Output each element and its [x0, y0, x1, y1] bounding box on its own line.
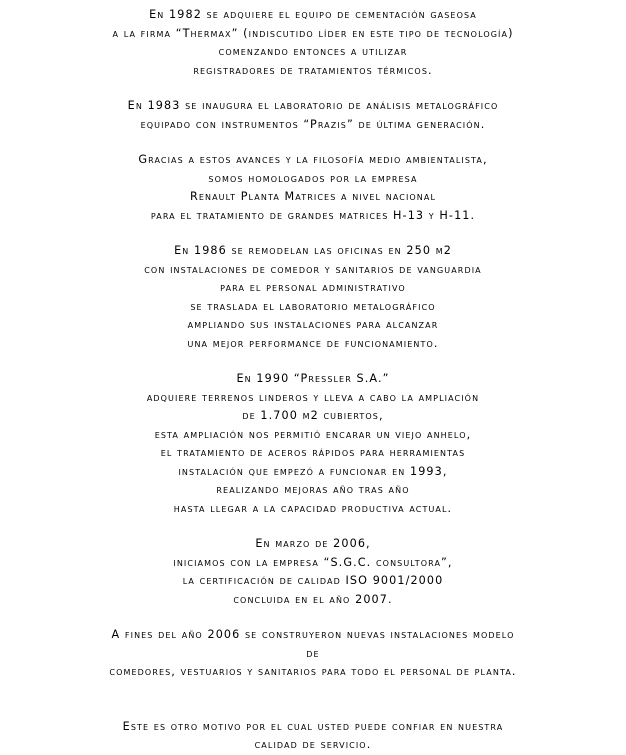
text-line: ampliando sus instalaciones para alcanzar [187, 318, 439, 331]
text-line: hasta llegar a la capacidad productiva actual. [173, 501, 453, 515]
text-line: Este es otro motivo por el cual usted puede confiar en nuestra [122, 719, 504, 733]
text-line: En 1986 se remodelan las oficinas en 250 m2 [174, 244, 452, 257]
paragraph-1983 [0, 97, 626, 134]
paragraph-renault [0, 151, 626, 225]
text-line: Renault Planta Matrices a nivel nacional [189, 190, 437, 203]
text-line: En marzo de 2006, [255, 537, 371, 550]
text-line: comenzando entonces a utilizar [218, 45, 408, 58]
paragraph-2006-installations [0, 626, 626, 682]
text-line: comedores, vestuarios y sanitarios para todo el personal de planta. [109, 665, 517, 678]
text-line: para el tratamiento de grandes matrices H-13 y H-11. [150, 208, 476, 222]
text-line: instalación que empezó a funcionar en 1993, [178, 464, 448, 478]
text-line: registradores de tratamientos térmicos. [193, 63, 433, 77]
paragraph-1986 [0, 242, 626, 353]
text-line: calidad de servicio. [254, 738, 372, 751]
paragraph-closing [0, 718, 626, 755]
text-line: el tratamiento de aceros rápidos para herramientas [160, 446, 466, 459]
text-line: con instalaciones de comedor y sanitarios de vanguardia [144, 262, 482, 276]
text-line: somos homologados por la empresa [208, 171, 418, 185]
paragraph-1982 [0, 6, 626, 80]
paragraph-2006-certification [0, 535, 626, 609]
text-line: esta ampliación nos permitió encarar un viejo anhelo, [154, 427, 472, 441]
text-line: A fines del año 2006 se construyeron nuevas instalaciones modelo [111, 628, 515, 641]
text-line: para el personal administrativo [220, 281, 406, 294]
text-line: adquiere terrenos linderos y lleva a cabo la ampliación [146, 390, 480, 404]
text-line: iniciamos con la empresa “S.G.C. consultora”, [173, 555, 453, 569]
text-line: realizando mejoras año tras año [216, 483, 410, 496]
text-line: se traslada el laboratorio metalográfico [190, 299, 436, 313]
text-line: Gracias a estos avances y la filosofía medio ambientalista, [138, 153, 488, 166]
text-line: equipado con instrumentos “Prazis” de última generación. [140, 117, 486, 131]
text-line: una mejor performance de funcionamiento. [187, 336, 439, 350]
text-line: concluida en el año 2007. [233, 592, 393, 606]
text-line: la certificación de calidad ISO 9001/2000 [182, 574, 444, 587]
text-line: de [306, 646, 320, 660]
text-line: En 1982 se adquiere el equipo de cementación gaseosa [149, 8, 477, 21]
text-line: En 1990 “Pressler S.A.” [236, 372, 390, 385]
text-line: de 1.700 m2 cubiertos, [242, 409, 384, 422]
paragraph-1990 [0, 370, 626, 518]
text-line: a la firma “Thermax” (indiscutido líder en este tipo de tecnología) [112, 26, 514, 40]
text-line: En 1983 se inaugura el laboratorio de análisis metalográfico [127, 99, 499, 112]
